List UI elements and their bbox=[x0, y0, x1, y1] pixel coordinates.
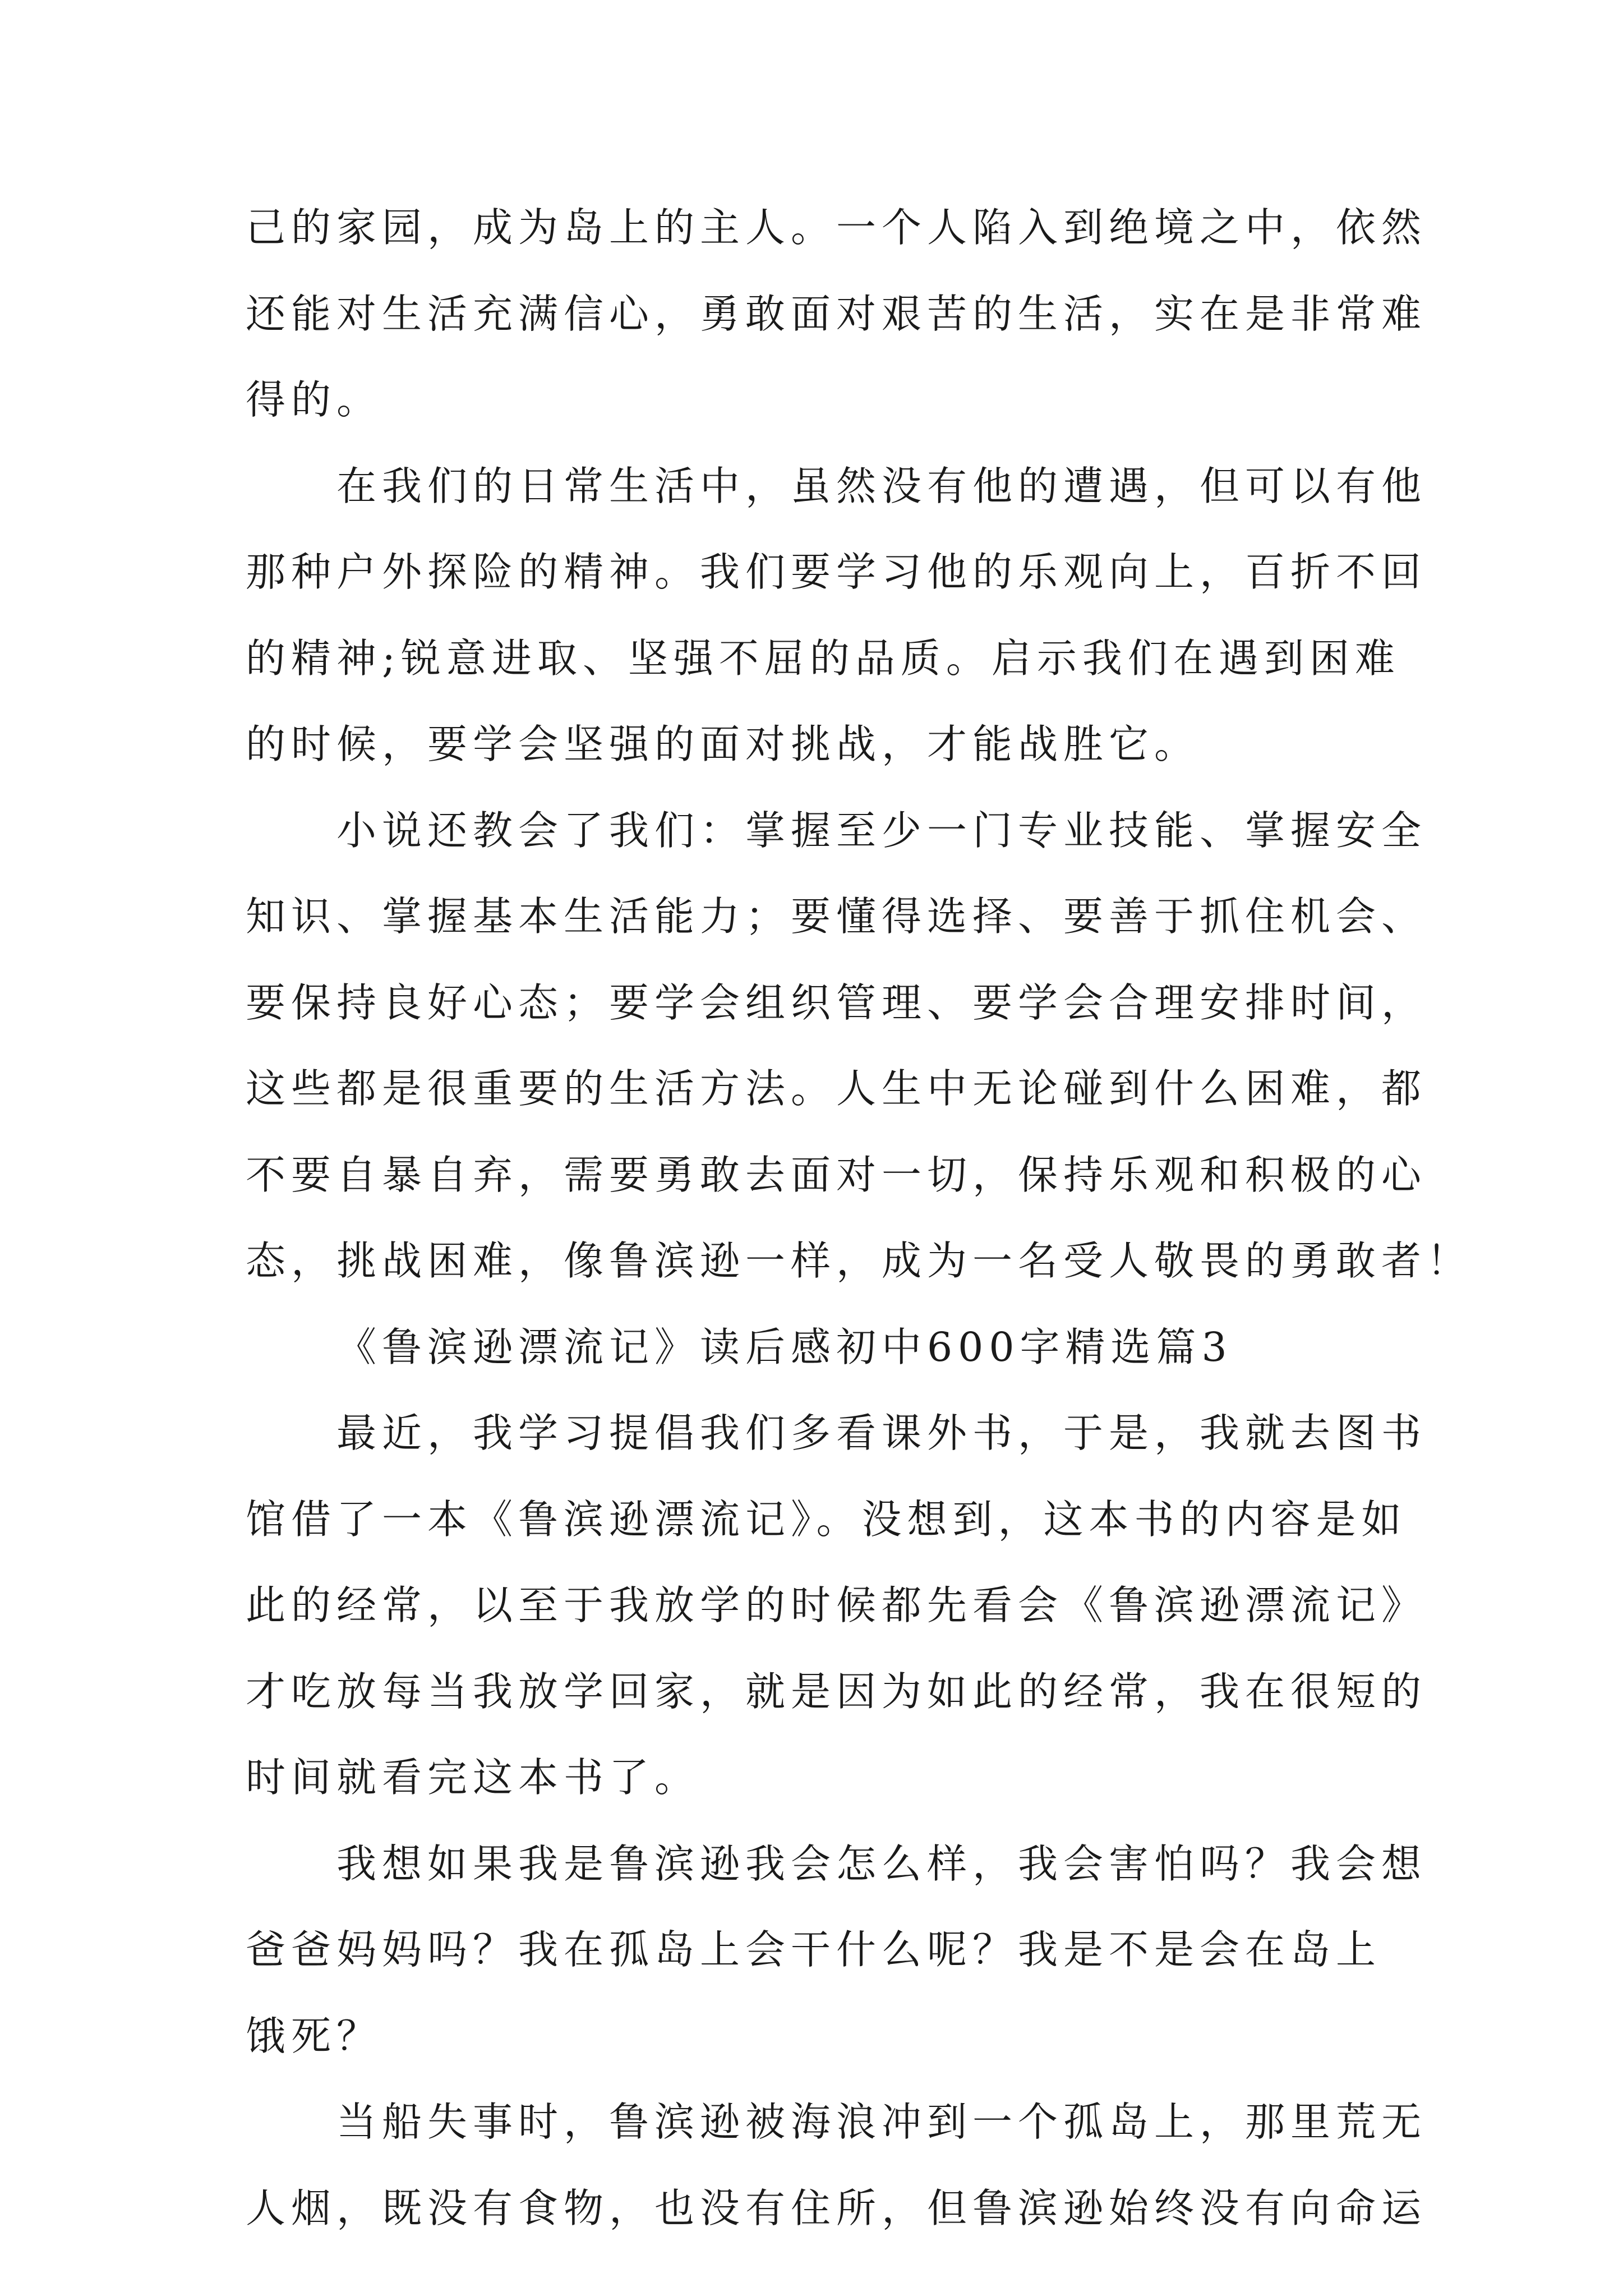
paragraph-first-line: 在我们的日常生活中，虽然没有他的遭遇，但可以有他 bbox=[336, 462, 1427, 509]
section-heading: 《鲁滨逊漂流记》读后感初中600字精选篇3 bbox=[336, 1323, 1233, 1370]
body-text bbox=[246, 204, 1473, 2273]
text-line: 爸爸妈妈吗？我在孤岛上会干什么呢？我是不是会在岛上 bbox=[246, 1926, 1382, 1973]
text-line: 人烟，既没有食物，也没有住所，但鲁滨逊始终没有向命运 bbox=[246, 2184, 1427, 2231]
paragraph-first-line: 我想如果我是鲁滨逊我会怎么样，我会害怕吗？我会想 bbox=[336, 1840, 1427, 1887]
text-line: 还能对生活充满信心，勇敢面对艰苦的生活，实在是非常难 bbox=[246, 290, 1427, 337]
text-line: 要保持良好心态；要学会组织管理、要学会合理安排时间， bbox=[246, 979, 1427, 1026]
text-line: 不要自暴自弃，需要勇敢去面对一切，保持乐观和积极的心 bbox=[246, 1151, 1427, 1198]
text-line: 知识、掌握基本生活能力；要懂得选择、要善于抓住机会、 bbox=[246, 893, 1427, 940]
text-line: 那种户外探险的精神。我们要学习他的乐观向上，百折不回 bbox=[246, 549, 1427, 595]
paragraph-first-line: 最近，我学习提倡我们多看课外书，于是，我就去图书 bbox=[336, 1410, 1427, 1456]
text-line: 此的经常，以至于我放学的时候都先看会《鲁滨逊漂流记》 bbox=[246, 1582, 1427, 1628]
text-line: 才吃放每当我放学回家，就是因为如此的经常，我在很短的 bbox=[246, 1668, 1427, 1715]
text-line: 这些都是很重要的生活方法。人生中无论碰到什么困难，都 bbox=[246, 1065, 1427, 1112]
text-line: 的时候，要学会坚强的面对挑战，才能战胜它。 bbox=[246, 721, 1200, 767]
text-line: 饿死？ bbox=[246, 2012, 382, 2059]
text-line: 的精神;锐意进取、坚强不屈的品质。启示我们在遇到困难 bbox=[246, 634, 1400, 682]
paragraph-first-line: 小说还教会了我们：掌握至少一门专业技能、掌握安全 bbox=[336, 807, 1427, 854]
paragraph-first-line: 当船失事时，鲁滨逊被海浪冲到一个孤岛上，那里荒无 bbox=[336, 2099, 1427, 2145]
text-line: 己的家园，成为岛上的主人。一个人陷入到绝境之中，依然 bbox=[246, 204, 1427, 251]
text-line: 得的。 bbox=[246, 376, 382, 423]
text-line: 馆借了一本《鲁滨逊漂流记》。没想到，这本书的内容是如 bbox=[246, 1496, 1407, 1543]
text-line: 态，挑战困难，像鲁滨逊一样，成为一名受人敬畏的勇敢者！ bbox=[246, 1237, 1473, 1284]
text-line: 时间就看完这本书了。 bbox=[246, 1754, 700, 1801]
